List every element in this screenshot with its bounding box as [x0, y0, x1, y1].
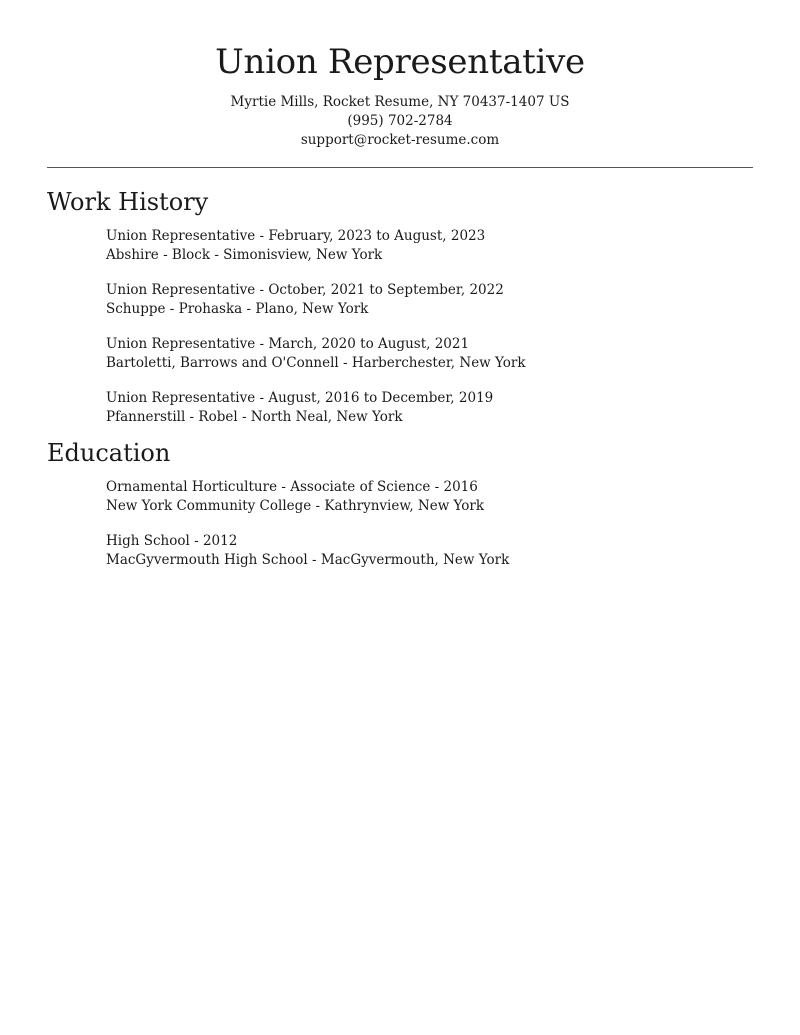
education-entry: [106, 532, 509, 570]
education-entry: [106, 478, 484, 516]
work-entry: [106, 227, 485, 265]
contact-address: Myrtie Mills, Rocket Resume, NY 70437-1407 US: [230, 94, 570, 110]
work-entry-role: Union Representative - February, 2023 to August, 2023: [106, 228, 486, 244]
work-entry-role: Union Representative - August, 2016 to December, 2019: [106, 390, 494, 406]
education-entry-school: New York Community College - Kathrynview, New York: [106, 498, 485, 514]
contact-phone: (995) 702-2784: [347, 113, 453, 129]
education-entry-degree: Ornamental Horticulture - Associate of Science - 2016: [106, 479, 478, 495]
work-entry-role: Union Representative - October, 2021 to September, 2022: [106, 282, 504, 298]
work-entry-employer: Schuppe - Prohaska - Plano, New York: [106, 301, 369, 317]
work-entry-employer: Bartoletti, Barrows and O'Connell - Harberchester, New York: [106, 355, 526, 371]
work-entry-employer: Abshire - Block - Simonisview, New York: [106, 247, 383, 263]
work-entry-employer: Pfannerstill - Robel - North Neal, New York: [106, 409, 403, 425]
work-entry: [106, 335, 526, 373]
education-heading: Education: [47, 439, 171, 467]
work-entry: [106, 281, 504, 319]
contact-email: support@rocket-resume.com: [300, 132, 500, 148]
work-entry-role: Union Representative - March, 2020 to August, 2021: [106, 336, 470, 352]
education-entry-school: MacGyvermouth High School - MacGyvermouth, New York: [106, 552, 510, 568]
header-divider: [47, 167, 753, 168]
education-entry-degree: High School - 2012: [106, 533, 238, 549]
work-history-heading: Work History: [47, 188, 209, 216]
work-entry: [106, 389, 493, 427]
resume-title: Union Representative: [215, 42, 585, 82]
